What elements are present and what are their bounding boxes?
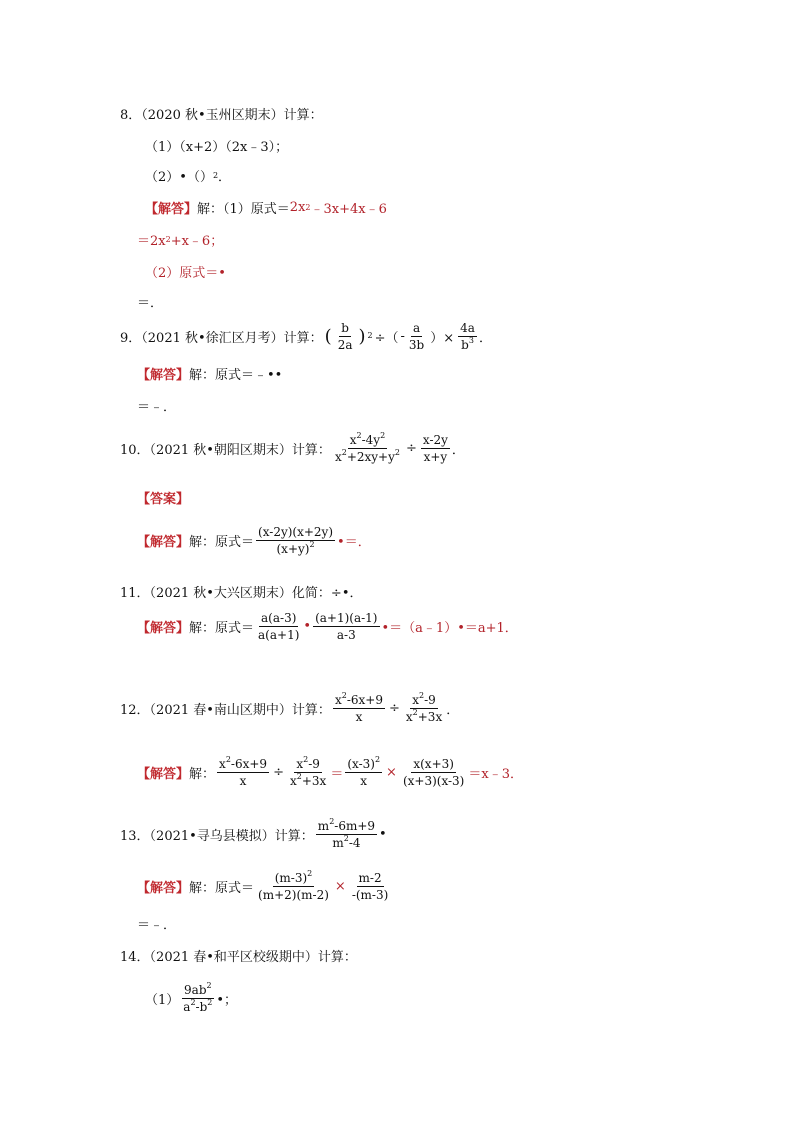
answer-text: 解：原式＝	[189, 534, 255, 550]
part-text: （2）•（）	[145, 170, 213, 185]
question-10-answer-tag	[137, 488, 189, 507]
question-8-answer: 【解答】 解：（1）原式＝ 2x 2 ﹣3x+4x﹣6	[145, 200, 387, 217]
question-13-answer	[137, 868, 392, 904]
question-14-heading	[120, 946, 357, 965]
answer-tag: 【解答】	[137, 534, 190, 550]
question-8-answer-final	[137, 292, 163, 311]
question-text: 14．（2021 春•和平区校级期中）计算：	[120, 950, 357, 965]
fraction: $\frac{(a+1)(a-1)}{a-3}$	[315, 610, 378, 642]
answer-expression: •＝．	[337, 534, 371, 550]
question-8-heading	[120, 104, 323, 123]
fraction: $\frac{x^2-9}{x^2+3x}$	[405, 690, 443, 724]
answer-label: 【答案】	[137, 492, 190, 507]
question-8-part-1	[145, 136, 288, 155]
question-9-heading: 9．（2021 秋•徐汇区月考）计算： ( $\frac{b}{2a}$ ) 2 ÷（ - $\frac{a}{3b}$ ）× $\frac{4a}{b^3}$ ．	[120, 320, 492, 352]
operator: ÷	[405, 440, 417, 456]
fraction: $\frac{(x-2y)(x+2y)}{(x+y)^2}$	[258, 524, 334, 556]
question-8-part-2: （2）•（） 2 ．	[145, 166, 231, 185]
answer-text: 解：（1）原式＝	[197, 202, 290, 217]
question-12-answer	[137, 752, 523, 792]
question-text: 9．（2021 秋•徐汇区月考）计算：	[120, 330, 323, 346]
answer-expression: （2）原式＝•	[145, 266, 226, 281]
part-text: （1）（x+2）（2x﹣3）；	[145, 140, 289, 155]
question-13-answer-final	[137, 914, 176, 933]
question-text: 10．（2021 秋•朝阳区期末）计算：	[120, 442, 331, 458]
operator: ×	[386, 764, 397, 780]
fraction: $\frac{m-2}{-(m-3)}$	[351, 870, 389, 902]
punctuation: ．	[451, 442, 465, 458]
punctuation: ．	[478, 330, 492, 346]
answer-tag: 【解答】	[137, 620, 190, 636]
operator: ÷	[273, 764, 284, 780]
question-text: 8．（2020 秋•玉州区期末）计算：	[120, 108, 323, 123]
question-13-heading	[120, 814, 387, 854]
operator: ＝	[330, 766, 344, 782]
answer-expression: ＝﹣．	[137, 918, 177, 933]
operator: •	[303, 618, 312, 634]
fraction: $\frac{m^2-6m+9}{m^2-4}$	[317, 816, 376, 850]
open-paren: (	[324, 325, 332, 347]
punctuation: ．	[446, 702, 460, 718]
question-14-part-1	[145, 978, 237, 1018]
answer-expression: ＝2x	[137, 234, 166, 249]
question-11-answer	[137, 608, 518, 644]
question-9-answer-final	[137, 396, 176, 415]
answer-expression: 2x	[289, 200, 306, 215]
question-10-heading	[120, 428, 465, 468]
question-9-answer	[137, 364, 282, 383]
fraction: $\frac{x(x+3)}{(x+3)(x-3)}$	[402, 756, 465, 788]
question-text: 12．（2021 春•南山区期中）计算：	[120, 702, 331, 718]
fraction: $\frac{x^2-9}{x^2+3x}$	[289, 754, 327, 788]
answer-text: 解：	[189, 766, 216, 782]
question-8-answer-step-2: ＝2x 2 +x﹣6；	[137, 230, 223, 249]
question-12-heading	[120, 688, 459, 728]
answer-text: 解：原式＝	[189, 620, 255, 636]
operator: •	[379, 826, 387, 842]
part-text: ．	[218, 170, 232, 185]
fraction: $\frac{x^2-6x+9}{x}$	[219, 754, 268, 788]
fraction: $\frac{x^2-4y^2}{x^2+2xy+y^2}$	[334, 430, 400, 464]
fraction: $\frac{a(a-3)}{a(a+1)}$	[258, 610, 300, 642]
operator: ×	[334, 878, 346, 894]
answer-expression: ＝x﹣3．	[468, 766, 523, 782]
answer-text: 解：原式＝﹣••	[189, 368, 283, 383]
fraction: $\frac{x-2y}{x+y}$	[422, 432, 448, 464]
answer-text: 解：原式＝	[189, 880, 255, 896]
fraction: $\frac{9ab^2}{a^2-b^2}$	[183, 980, 213, 1014]
close-paren: )	[358, 325, 366, 347]
answer-expression: ＝．	[137, 296, 164, 311]
operator: ）×	[430, 330, 455, 346]
answer-tag: 【解答】	[137, 766, 190, 782]
question-text: 13．（2021•寻乌县模拟）计算：	[120, 828, 314, 844]
question-8-answer-part-2	[145, 262, 226, 281]
answer-tag: 【解答】	[137, 880, 190, 896]
part-text: （1）	[145, 992, 180, 1008]
answer-expression: •＝（a﹣1）•＝a+1．	[381, 620, 518, 636]
punctuation: •；	[216, 992, 238, 1008]
fraction: $\frac{a}{3b}$	[408, 320, 425, 352]
fraction: $\frac{(m-3)^2}{(m+2)(m-2)}$	[258, 868, 329, 902]
question-text: 11．（2021 秋•大兴区期末）化简：÷•．	[120, 586, 363, 601]
answer-expression: +x﹣6；	[170, 234, 224, 249]
question-11-heading	[120, 582, 363, 601]
fraction: $\frac{b}{2a}$	[337, 320, 353, 352]
operator: ÷（	[374, 330, 399, 346]
answer-expression: ＝﹣．	[137, 400, 177, 415]
question-10-answer	[137, 522, 371, 558]
answer-tag: 【解答】	[145, 202, 198, 217]
operator: -	[400, 328, 405, 344]
fraction: $\frac{(x-3)^2}{x}$	[347, 754, 381, 788]
fraction: $\frac{4a}{b^3}$	[460, 320, 475, 352]
answer-expression: ﹣3x+4x﹣6	[310, 202, 387, 217]
answer-tag: 【解答】	[137, 368, 190, 383]
operator: ÷	[388, 700, 400, 716]
fraction: $\frac{x^2-6x+9}{x}$	[334, 690, 383, 724]
